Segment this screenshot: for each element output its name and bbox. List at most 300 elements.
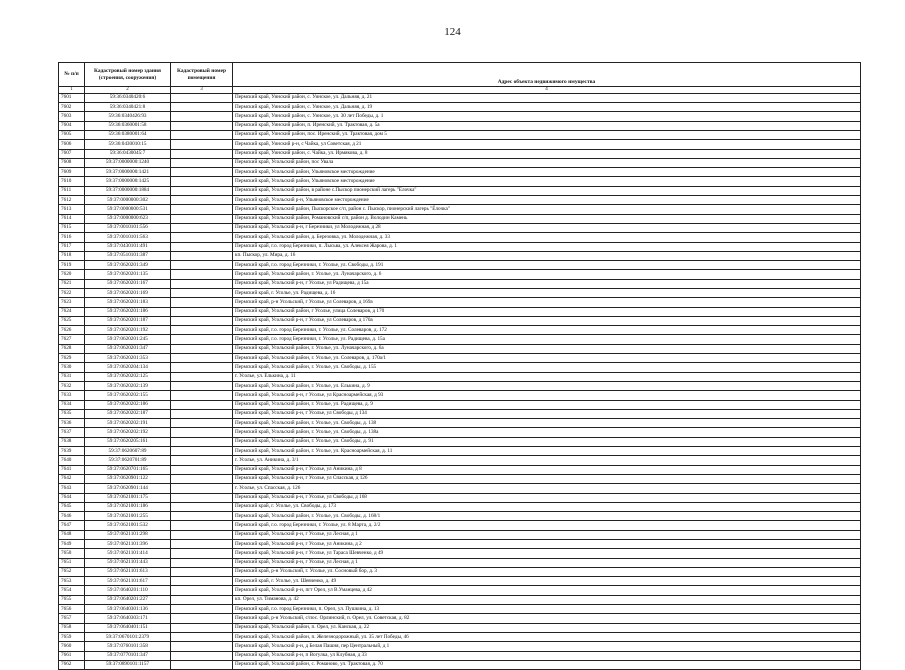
address: Пермский край, г.о. город Березники, г. Усолье, ул. Солеваров, д. 172 [233, 326, 861, 335]
address: Пермский край, г. Усолье, ул. Свободы, д. 173 [233, 502, 861, 511]
premises-cadastral-number [171, 205, 233, 214]
row-number: 7624 [59, 307, 85, 316]
premises-cadastral-number [171, 605, 233, 614]
table-row [59, 130, 861, 139]
table-row [59, 567, 861, 576]
row-number: 7626 [59, 326, 85, 335]
address: г. Усолье, ул. Спасская, д. 126 [233, 484, 861, 493]
address: Пермский край, Усольский район, Ульяновское месторождение [233, 168, 861, 177]
table-row [59, 540, 861, 549]
address: г. Усолье, ул. Аникина, д. 3/1 [233, 456, 861, 465]
building-cadastral-number: 59:37:0620202:186 [85, 400, 171, 409]
premises-cadastral-number [171, 577, 233, 586]
building-cadastral-number: 59:37:0640401:151 [85, 623, 171, 632]
row-number: 7601 [59, 93, 85, 102]
row-number: 7641 [59, 465, 85, 474]
row-number: 7613 [59, 205, 85, 214]
address: Пермский край, Уинский район, пос. Иренский, ул. Трактовая, дом 5 [233, 130, 861, 139]
table-row [59, 512, 861, 521]
premises-cadastral-number [171, 428, 233, 437]
building-cadastral-number: 59:37:0620201:186 [85, 307, 171, 316]
premises-cadastral-number [171, 391, 233, 400]
premises-cadastral-number [171, 326, 233, 335]
premises-cadastral-number [171, 93, 233, 102]
address: Пермский край, р-н Усольский, с/пос. Орлинский, п. Орел, ул. Советская, д. 82 [233, 614, 861, 623]
address: Пермский край, Усольский район, Романовский с/п, район д. Володин Камень [233, 214, 861, 223]
building-cadastral-number: 59:37:0640201:227 [85, 595, 171, 604]
building-cadastral-number: 59:36:0340420:6 [85, 93, 171, 102]
address: Пермский край, Уинский район, п. Иренский, ул. Трактовая, д. 5а [233, 121, 861, 130]
row-number: 7623 [59, 298, 85, 307]
table-row [59, 409, 861, 418]
row-number: 7661 [59, 651, 85, 660]
building-cadastral-number: 59:37:0890101:1157 [85, 660, 171, 669]
premises-cadastral-number [171, 660, 233, 669]
address: Пермский край, Уинский район, с. Уинское, ул. 30 лет Победы, д. 1 [233, 112, 861, 121]
building-cadastral-number: 59:36:0340426:93 [85, 112, 171, 121]
row-number: 7627 [59, 335, 85, 344]
row-number: 7638 [59, 437, 85, 446]
address: Пермский край, Усольский район, г. Усолье, ул. Луначарского, д. 6 [233, 270, 861, 279]
building-cadastral-number: 59:37:0620204:134 [85, 363, 171, 372]
premises-cadastral-number [171, 233, 233, 242]
table-body [59, 93, 861, 669]
building-cadastral-number: 59:37:0620901:144 [85, 484, 171, 493]
table-row [59, 196, 861, 205]
building-cadastral-number: 59:37:0621101:414 [85, 549, 171, 558]
table-row [59, 93, 861, 102]
address: Пермский край, Усольский р-н, г Усолье, ул Радищева, д 15а [233, 279, 861, 288]
column-number: 3 [171, 87, 233, 94]
table-row [59, 326, 861, 335]
premises-cadastral-number [171, 168, 233, 177]
row-number: 7616 [59, 233, 85, 242]
table-row [59, 242, 861, 251]
table-row [59, 354, 861, 363]
address: Пермский край, Усольский район, г. Усолье, ул. Свободы, д. 91 [233, 437, 861, 446]
building-cadastral-number: 59:37:0620701:165 [85, 465, 171, 474]
address: Пермский край, г.о. город Березники, г. Усолье, ул. Свободы, д. 191 [233, 261, 861, 270]
premises-cadastral-number [171, 270, 233, 279]
row-number: 7662 [59, 660, 85, 669]
table-row [59, 577, 861, 586]
premises-cadastral-number [171, 288, 233, 297]
row-number: 7610 [59, 177, 85, 186]
row-number: 7629 [59, 354, 85, 363]
row-number: 7635 [59, 409, 85, 418]
address: Пермский край, Усольский р-н, г Усолье, ул Лесная, д 1 [233, 558, 861, 567]
row-number: 7611 [59, 186, 85, 195]
building-cadastral-number: 59:37:0620202:187 [85, 409, 171, 418]
row-number: 7628 [59, 344, 85, 353]
row-number: 7617 [59, 242, 85, 251]
premises-cadastral-number [171, 112, 233, 121]
building-cadastral-number: 59:37:0620201:192 [85, 326, 171, 335]
building-cadastral-number: 59:37:0640303:171 [85, 614, 171, 623]
building-cadastral-number: 59:37:0621101:396 [85, 540, 171, 549]
table-row [59, 149, 861, 158]
table-row [59, 595, 861, 604]
row-number: 7609 [59, 168, 85, 177]
premises-cadastral-number [171, 586, 233, 595]
header-address: Адрес объекта недвижимого имущества [233, 63, 861, 87]
address: Пермский край, Усольский район, г. Усолье, ул. Солеваров, д. 170а/1 [233, 354, 861, 363]
address: Пермский край, Усольский р-н, г Усолье, ул Аникина, д 8 [233, 465, 861, 474]
building-cadastral-number: 59:36:0430045:7 [85, 149, 171, 158]
premises-cadastral-number [171, 484, 233, 493]
address: Пермский край, р-н Усольский, г Усолье, ул Солеваров, д 169а [233, 298, 861, 307]
premises-cadastral-number [171, 214, 233, 223]
table-row [59, 103, 861, 112]
row-number: 7654 [59, 586, 85, 595]
row-number: 7602 [59, 103, 85, 112]
table-row [59, 223, 861, 232]
building-cadastral-number: 59:37:0670101:2379 [85, 632, 171, 641]
premises-cadastral-number [171, 502, 233, 511]
row-number: 7637 [59, 428, 85, 437]
row-number: 7604 [59, 121, 85, 130]
address: Пермский край, Усольский район, Пыскорское с/п, район с. Пыскор, пионерский лагерь "Ёлочка" [233, 205, 861, 214]
premises-cadastral-number [171, 279, 233, 288]
row-number: 7651 [59, 558, 85, 567]
row-number: 7659 [59, 632, 85, 641]
row-number: 7640 [59, 456, 85, 465]
row-number: 7652 [59, 567, 85, 576]
premises-cadastral-number [171, 456, 233, 465]
premises-cadastral-number [171, 465, 233, 474]
premises-cadastral-number [171, 381, 233, 390]
premises-cadastral-number [171, 512, 233, 521]
premises-cadastral-number [171, 298, 233, 307]
table-row [59, 344, 861, 353]
building-cadastral-number: 59:37:0760101:358 [85, 642, 171, 651]
table-row [59, 586, 861, 595]
row-number: 7625 [59, 316, 85, 325]
building-cadastral-number: 59:37:0620202:125 [85, 372, 171, 381]
row-number: 7645 [59, 502, 85, 511]
building-cadastral-number: 59:37:0000000:1425 [85, 177, 171, 186]
address: Пермский край, Усольский р-н, г Усолье, ул Лесная, д 1 [233, 530, 861, 539]
address: Пермский край, Усольский р-н, Ульяновское месторождение [233, 196, 861, 205]
row-number: 7639 [59, 447, 85, 456]
address: Пермский край, Усольский р-н, г Усолье, ул Свободы, д 134 [233, 409, 861, 418]
address: Пермский край, Усольский район, г. Усолье, ул. Луначарского, д. 6а [233, 344, 861, 353]
address: Пермский край, Уинский район, с. Уинское, ул. Дальняя, д. 19 [233, 103, 861, 112]
premises-cadastral-number [171, 651, 233, 660]
address: Пермский край, Усольский район, г. Усолье, ул. Красноармейская, д. 11 [233, 447, 861, 456]
address: Пермский край, Усольский район, п. Орел, ул. Канская, д. 22 [233, 623, 861, 632]
table-row [59, 400, 861, 409]
address: Пермский край, Усольский р-н, п Вогулка, ул Клубная, д 33 [233, 651, 861, 660]
premises-cadastral-number [171, 409, 233, 418]
premises-cadastral-number [171, 196, 233, 205]
building-cadastral-number: 59:37:0621101:298 [85, 530, 171, 539]
premises-cadastral-number [171, 158, 233, 167]
building-cadastral-number: 59:37:0620607:89 [85, 447, 171, 456]
premises-cadastral-number [171, 595, 233, 604]
premises-cadastral-number [171, 251, 233, 260]
table-row [59, 465, 861, 474]
building-cadastral-number: 59:36:0380001:64 [85, 130, 171, 139]
row-number: 7653 [59, 577, 85, 586]
table-row [59, 642, 861, 651]
header-premises-cadastral: Кадастровый номер помещения [171, 63, 233, 87]
table-row [59, 419, 861, 428]
premises-cadastral-number [171, 540, 233, 549]
premises-cadastral-number [171, 223, 233, 232]
address: Пермский край, Усольский р-н, г Усолье, ул Свободы, д 168 [233, 493, 861, 502]
table-row [59, 298, 861, 307]
table-row [59, 168, 861, 177]
address: Пермский край, г.о. город Березники, п. Лысьва, ул. Алексея Жарова, д. 1 [233, 242, 861, 251]
address: Пермский край, Усольский район, г. Усолье, ул. Радищева, д. 9 [233, 400, 861, 409]
address: Пермский край, Усольский р-н, г Усолье, ул Красноармейская, д 93 [233, 391, 861, 400]
row-number: 7615 [59, 223, 85, 232]
address: Пермский край, Усольский р-н, д Белая Пашня, пер Центральный, д 1 [233, 642, 861, 651]
table-row [59, 632, 861, 641]
row-number: 7656 [59, 605, 85, 614]
table-row [59, 288, 861, 297]
row-number: 7647 [59, 521, 85, 530]
building-cadastral-number: 59:37:0620201:183 [85, 298, 171, 307]
premises-cadastral-number [171, 121, 233, 130]
address: Пермский край, г. Усолье, ул. Радищева, д. 16 [233, 288, 861, 297]
table-row [59, 112, 861, 121]
table-row [59, 205, 861, 214]
building-cadastral-number: 59:37:0620201:187 [85, 316, 171, 325]
row-number: 7655 [59, 595, 85, 604]
building-cadastral-number: 59:37:0621101:617 [85, 577, 171, 586]
row-number: 7633 [59, 391, 85, 400]
row-number: 7607 [59, 149, 85, 158]
row-number: 7631 [59, 372, 85, 381]
table-row [59, 614, 861, 623]
premises-cadastral-number [171, 419, 233, 428]
row-number: 7618 [59, 251, 85, 260]
address: Пермский край, Усольский район, пос Увала [233, 158, 861, 167]
premises-cadastral-number [171, 623, 233, 632]
address: Пермский край, Усольский р-н, г Усолье, ул Тараса Шевченко, д 49 [233, 549, 861, 558]
row-number: 7621 [59, 279, 85, 288]
address: Пермский край, г.о. город Березники, г. Усолье, ул. 8 Марта, д. 2/2 [233, 521, 861, 530]
building-cadastral-number: 59:37:0430101:491 [85, 242, 171, 251]
premises-cadastral-number [171, 400, 233, 409]
building-cadastral-number: 59:37:0620205:161 [85, 437, 171, 446]
premises-cadastral-number [171, 558, 233, 567]
row-number: 7660 [59, 642, 85, 651]
row-number: 7619 [59, 261, 85, 270]
table-row [59, 372, 861, 381]
row-number: 7608 [59, 158, 85, 167]
table-row [59, 177, 861, 186]
building-cadastral-number: 59:37:0010101:563 [85, 233, 171, 242]
building-cadastral-number: 59:36:0430010:15 [85, 140, 171, 149]
table-row [59, 447, 861, 456]
premises-cadastral-number [171, 177, 233, 186]
property-register-table [58, 62, 861, 670]
table-row [59, 363, 861, 372]
building-cadastral-number: 59:37:0000000:1421 [85, 168, 171, 177]
premises-cadastral-number [171, 261, 233, 270]
header-num: № п/п [59, 63, 85, 87]
table-row [59, 391, 861, 400]
table-row [59, 335, 861, 344]
address: Пермский край, Усольский район, г. Усолье, ул. Елькина, д. 9 [233, 381, 861, 390]
row-number: 7612 [59, 196, 85, 205]
premises-cadastral-number [171, 130, 233, 139]
address: г. Усолье, ул. Елькина, д. 11 [233, 372, 861, 381]
table-row [59, 270, 861, 279]
premises-cadastral-number [171, 614, 233, 623]
row-number: 7646 [59, 512, 85, 521]
address: Пермский край, Усольский район, п. Железнодорожный, ул. 35 лет Победы, 46 [233, 632, 861, 641]
table-row [59, 316, 861, 325]
address: Пермский край, г.о. город Березники, г. Усолье, ул. Радищева, д. 15а [233, 335, 861, 344]
building-cadastral-number: 59:37:0620201:135 [85, 270, 171, 279]
premises-cadastral-number [171, 521, 233, 530]
premises-cadastral-number [171, 344, 233, 353]
premises-cadastral-number [171, 103, 233, 112]
address: Пермский край, р-н Усольский, г. Усолье, ул. Сосновый бор, д. 3 [233, 567, 861, 576]
table-row [59, 279, 861, 288]
table-row [59, 521, 861, 530]
premises-cadastral-number [171, 140, 233, 149]
premises-cadastral-number [171, 372, 233, 381]
header-building-cadastral: Кадастровый номер здания (строения, сооружения) [85, 63, 171, 87]
building-cadastral-number: 59:37:0620201:347 [85, 344, 171, 353]
building-cadastral-number: 59:37:0000000:1884 [85, 186, 171, 195]
building-cadastral-number: 59:37:0510101:387 [85, 251, 171, 260]
row-number: 7632 [59, 381, 85, 390]
building-cadastral-number: 59:37:0620201:169 [85, 288, 171, 297]
premises-cadastral-number [171, 363, 233, 372]
row-number: 7657 [59, 614, 85, 623]
table-row [59, 502, 861, 511]
building-cadastral-number: 59:37:0620201:349 [85, 261, 171, 270]
row-number: 7658 [59, 623, 85, 632]
address: Пермский край, Усольский р-н, г Усолье, ул Аникина, д 2 [233, 540, 861, 549]
building-cadastral-number: 59:37:0640201:110 [85, 586, 171, 595]
row-number: 7636 [59, 419, 85, 428]
premises-cadastral-number [171, 307, 233, 316]
table-row [59, 456, 861, 465]
address: кп. Орел, ул. Тиманова, д. 42 [233, 595, 861, 604]
address: Пермский край, Уинский район, с. Чайка, ул. Ирмякова, д. 8 [233, 149, 861, 158]
premises-cadastral-number [171, 437, 233, 446]
address: Пермский край, Усольский район, г Усолье, улица Солеваров, д 170 [233, 307, 861, 316]
table-row [59, 660, 861, 669]
table-row [59, 530, 861, 539]
premises-cadastral-number [171, 354, 233, 363]
premises-cadastral-number [171, 242, 233, 251]
building-cadastral-number: 59:37:0621001:532 [85, 521, 171, 530]
table-row [59, 605, 861, 614]
premises-cadastral-number [171, 642, 233, 651]
table-row [59, 484, 861, 493]
row-number: 7614 [59, 214, 85, 223]
address: Пермский край, Усольский район, г. Усолье, ул. Свободы, д. 168/1 [233, 512, 861, 521]
address: Пермский край, г. Усолье, ул. Шевченко, д. 49 [233, 577, 861, 586]
table-row [59, 558, 861, 567]
table-row [59, 474, 861, 483]
column-number: 4 [233, 87, 861, 94]
premises-cadastral-number [171, 186, 233, 195]
table-header-row [59, 63, 861, 87]
premises-cadastral-number [171, 316, 233, 325]
address: Пермский край, Уинский район, с. Уинское, ул. Дальняя, д. 21 [233, 93, 861, 102]
table-row [59, 261, 861, 270]
premises-cadastral-number [171, 474, 233, 483]
table-row [59, 121, 861, 130]
table-row [59, 140, 861, 149]
building-cadastral-number: 59:37:0621001:255 [85, 512, 171, 521]
premises-cadastral-number [171, 447, 233, 456]
column-number-row [59, 87, 861, 94]
building-cadastral-number: 59:37:0620701:89 [85, 456, 171, 465]
building-cadastral-number: 59:37:0621001:175 [85, 493, 171, 502]
row-number: 7606 [59, 140, 85, 149]
premises-cadastral-number [171, 335, 233, 344]
row-number: 7648 [59, 530, 85, 539]
premises-cadastral-number [171, 567, 233, 576]
building-cadastral-number: 59:37:0620201:353 [85, 354, 171, 363]
row-number: 7644 [59, 493, 85, 502]
premises-cadastral-number [171, 632, 233, 641]
address: Пермский край, Усольский район, д. Березовка, ул. Молодежная, д. 33 [233, 233, 861, 242]
premises-cadastral-number [171, 493, 233, 502]
address: Пермский край, Усольский р-н, г Усолье, ул Солеваров, д 170а [233, 316, 861, 325]
premises-cadastral-number [171, 549, 233, 558]
row-number: 7634 [59, 400, 85, 409]
address: Пермский край, Усольский район, г. Усолье, ул. Свободы, д. 138а [233, 428, 861, 437]
table-row [59, 186, 861, 195]
row-number: 7603 [59, 112, 85, 121]
building-cadastral-number: 59:37:0620202:191 [85, 419, 171, 428]
building-cadastral-number: 59:37:0620201:245 [85, 335, 171, 344]
address: Пермский край, Уинский р-н, с Чайка, ул Советская, д 21 [233, 140, 861, 149]
table-row [59, 549, 861, 558]
address: Пермский край, Усольский район, в районе с.Пыскор пионерский лагерь "Ёлочка" [233, 186, 861, 195]
building-cadastral-number: 59:37:0620901:122 [85, 474, 171, 483]
building-cadastral-number: 59:37:0000000:1240 [85, 158, 171, 167]
table-row [59, 251, 861, 260]
table-row [59, 437, 861, 446]
building-cadastral-number: 59:37:0000000:531 [85, 205, 171, 214]
building-cadastral-number: 59:37:0640301:136 [85, 605, 171, 614]
building-cadastral-number: 59:37:0620202:192 [85, 428, 171, 437]
table-row [59, 493, 861, 502]
row-number: 7620 [59, 270, 85, 279]
table-row [59, 381, 861, 390]
row-number: 7605 [59, 130, 85, 139]
column-number: 2 [85, 87, 171, 94]
address: Пермский край, Усольский район, с. Романово, ул. Трактовая, д. 70 [233, 660, 861, 669]
column-number: 1 [59, 87, 85, 94]
address: Пермский край, г.о. город Березники, п. Орел, ул. Пушкина, д. 13 [233, 605, 861, 614]
building-cadastral-number: 59:37:0000000:302 [85, 196, 171, 205]
row-number: 7649 [59, 540, 85, 549]
table-row [59, 307, 861, 316]
row-number: 7643 [59, 484, 85, 493]
address: Пермский край, Усольский район, г. Усолье, ул. Свободы, д. 138 [233, 419, 861, 428]
row-number: 7630 [59, 363, 85, 372]
page-number: 124 [444, 26, 461, 38]
premises-cadastral-number [171, 149, 233, 158]
address: Пермский край, Усольский р-н, г Березники, ул Молодежная, д 28 [233, 223, 861, 232]
building-cadastral-number: 59:36:0340421:8 [85, 103, 171, 112]
building-cadastral-number: 59:37:0010101:556 [85, 223, 171, 232]
premises-cadastral-number [171, 530, 233, 539]
